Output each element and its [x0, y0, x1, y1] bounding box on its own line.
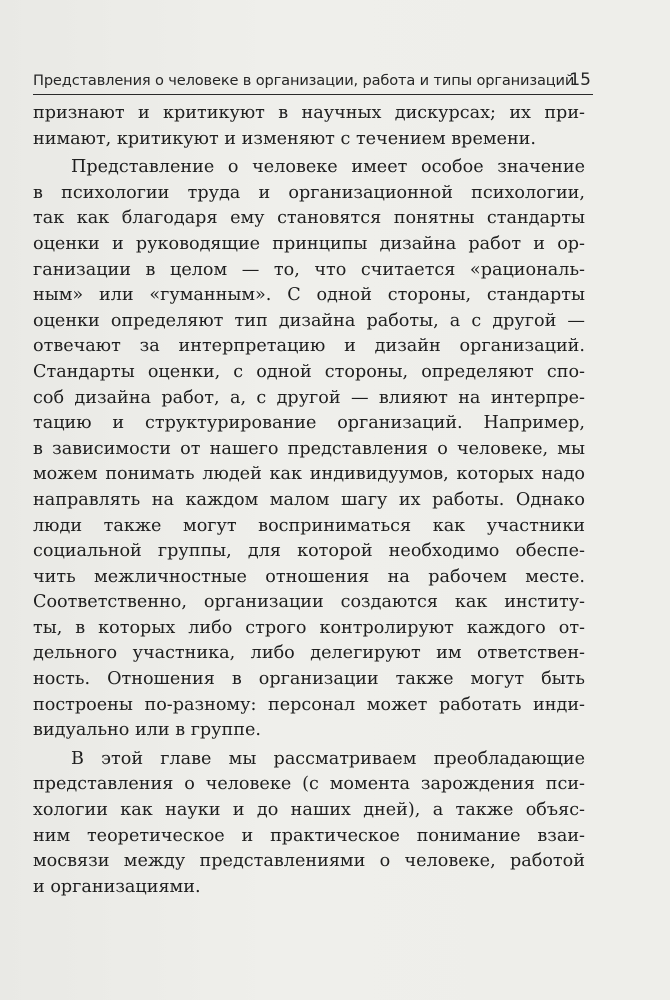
text-line: Представление о человеке имеет особое значение	[71, 157, 585, 178]
text-line: ты, в которых либо строго контролируют каждого от-	[33, 617, 585, 638]
text-line: в зависимости от нашего представления о человеке, мы	[33, 438, 585, 459]
text-line: ность. Отношения в организации также могут быть	[33, 669, 585, 690]
text-line: хологии как науки и до наших дней), а также объяс-	[33, 800, 585, 821]
running-title: Представления о человеке в организации, работа и типы организаций	[33, 72, 575, 89]
text-line: тацию и структурирование организаций. Например,	[33, 413, 585, 434]
text-line: отвечают за интерпретацию и дизайн организаций.	[33, 336, 585, 357]
text-line: ганизации в целом — то, что считается «рациональ-	[33, 259, 585, 280]
text-line: ним теоретическое и практическое понимание взаи-	[33, 825, 585, 846]
text-line: направлять на каждом малом шагу их работы. Однако	[33, 489, 585, 510]
paragraph	[33, 101, 585, 152]
text-line: Стандарты оценки, с одной стороны, определяют спо-	[33, 361, 585, 382]
body-text	[33, 101, 585, 900]
paragraph	[33, 155, 585, 744]
text-line: представления о человеке (с момента зарождения пси-	[33, 774, 585, 795]
text-line: в психологии труда и организационной психологии,	[33, 182, 585, 203]
text-line: В этой главе мы рассматриваем преобладающие	[71, 748, 585, 769]
text-line: и организациями.	[33, 876, 201, 897]
text-line: ным» или «гуманным». С одной стороны, стандарты	[33, 285, 585, 306]
text-line: оценки определяют тип дизайна работы, а с другой —	[33, 310, 585, 331]
paragraph	[33, 747, 585, 901]
text-line: дельного участника, либо делегируют им ответствен-	[33, 643, 585, 664]
text-line: оценки и руководящие принципы дизайна работ и ор-	[33, 233, 585, 254]
text-line: нимают, критикуют и изменяют с течением времени.	[33, 128, 537, 149]
text-line: видуально или в группе.	[33, 720, 261, 741]
text-line: можем понимать людей как индивидуумов, которых надо	[33, 464, 585, 485]
text-line: социальной группы, для которой необходимо обеспе-	[33, 541, 585, 562]
text-line: чить межличностные отношения на рабочем месте.	[33, 566, 585, 587]
running-header	[33, 66, 593, 95]
text-line: мосвязи между представлениями о человеке, работой	[33, 851, 585, 872]
text-line: признают и критикуют в научных дискурсах; их при-	[33, 103, 585, 123]
text-line: так как благодаря ему становятся понятны стандарты	[33, 208, 585, 229]
text-line: построены по-разному: персонал может работать инди-	[33, 694, 585, 715]
text-line: Соответственно, организации создаются как институ-	[33, 592, 585, 613]
page-number: 15	[569, 70, 591, 90]
text-line: люди также могут восприниматься как участники	[33, 515, 585, 536]
text-line: соб дизайна работ, а, с другой — влияют на интерпре-	[33, 387, 585, 408]
